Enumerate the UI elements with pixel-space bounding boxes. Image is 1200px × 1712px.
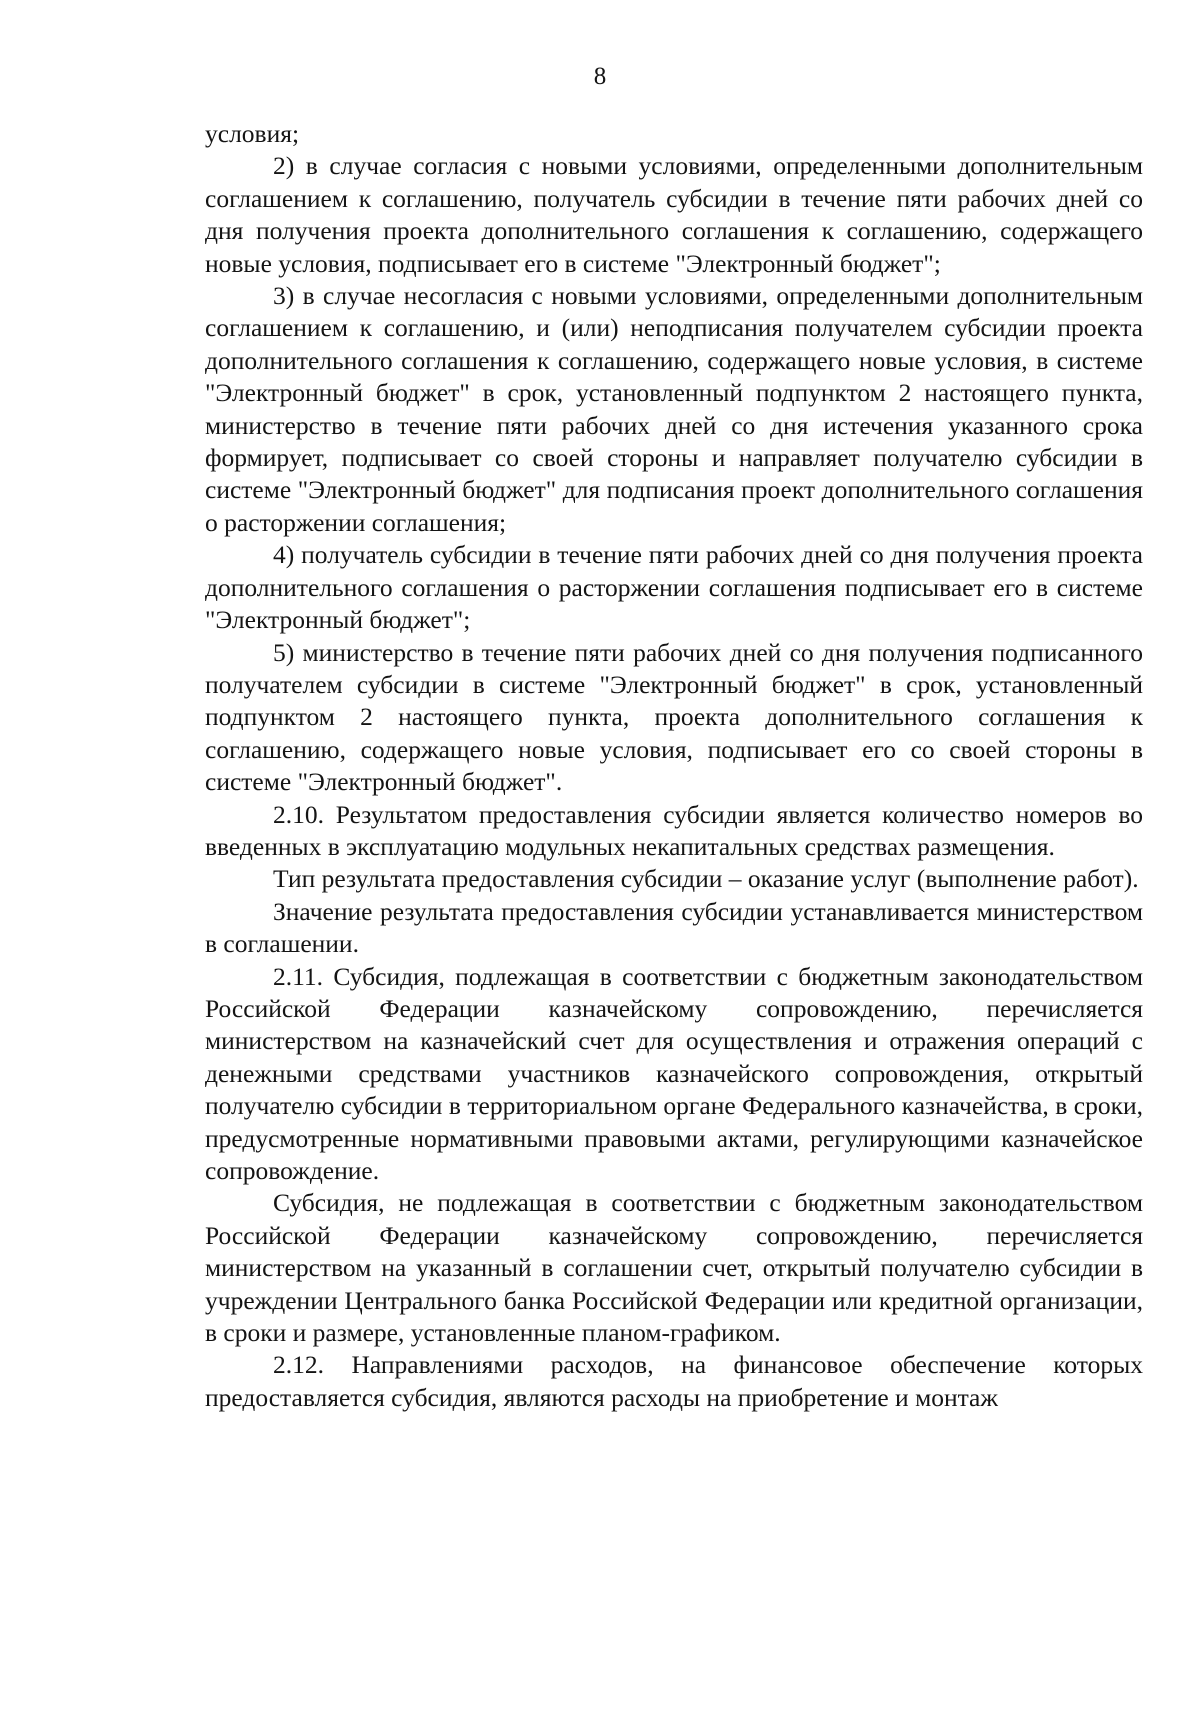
paragraph-item-5: 5) министерство в течение пяти рабочих дней со дня получения подписанного получателем субсидии в системе "Электронный бюджет" в срок, установленный подпунктом 2 настоящего пункта, проекта дополнительного соглашения к соглашению, содержащего новые условия, подписывает его со своей стороны в системе "Электронный бюджет". xyxy=(205,637,1143,797)
paragraph-result-type: Тип результата предоставления субсидии – оказание услуг (выполнение работ). xyxy=(273,864,1139,894)
paragraph-item-3: 3) в случае несогласия с новыми условиями, определенными дополнительным соглашением к соглашению, и (или) неподписания получателем субсидии проекта дополнительного соглашения к соглашению, содержащего новые условия, в системе "Электронный бюджет" в срок, установленный подпунктом 2 настоящего пункта, министерство в течение пяти рабочих дней со дня истечения указанного срока формирует, подписывает со своей стороны и направляет получателю субсидии в системе "Электронный бюджет" для подписания проект дополнительного соглашения о расторжении соглашения; xyxy=(205,281,1143,537)
paragraph-item-4: 4) получатель субсидии в течение пяти рабочих дней со дня получения проекта дополнительного соглашения о расторжении соглашения подписывает его в системе "Электронный бюджет"; xyxy=(205,540,1143,635)
paragraph-subsidy-non-treasury: Субсидия, не подлежащая в соответствии с бюджетным законодательством Российской Федерации казначейскому сопровождению, перечисляется министерством на указанный в соглашении счет, открытый получателю субсидии в учреждении Центрального банка Российской Федерации или кредитной организации, в сроки и размере, установленные планом-графиком. xyxy=(205,1188,1143,1348)
paragraph-section-2-11: 2.11. Субсидия, подлежащая в соответствии с бюджетным законодательством Российской Федерации казначейскому сопровождению, перечисляется министерством на казначейский счет для осуществления и отражения операций с денежными средствами участников казначейского сопровождения, открытый получателю субсидии в территориальном органе Федерального казначейства, в сроки, предусмотренные нормативными правовыми актами, регулирующими казначейское сопровождение. xyxy=(205,961,1143,1185)
paragraph-result-value: Значение результата предоставления субсидии устанавливается министерством в соглашении. xyxy=(205,896,1143,959)
paragraph-item-2: 2) в случае согласия с новыми условиями, определенными дополнительным соглашением к соглашению, получатель субсидии в течение пяти рабочих дней со дня получения проекта дополнительного соглашения к соглашению, содержащего новые условия, подписывает его в системе "Электронный бюджет"; xyxy=(205,151,1143,278)
document-body xyxy=(205,118,1143,1414)
paragraph-section-2-12: 2.12. Направлениями расходов, на финансовое обеспечение которых предоставляется субсидия, являются расходы на приобретение и монтаж xyxy=(205,1350,1143,1412)
page-number: 8 xyxy=(593,63,607,90)
paragraph-conditions-end: условия; xyxy=(205,119,300,148)
paragraph-section-2-10: 2.10. Результатом предоставления субсидии является количество номеров во введенных в эксплуатацию модульных некапитальных средствах размещения. xyxy=(205,799,1143,861)
